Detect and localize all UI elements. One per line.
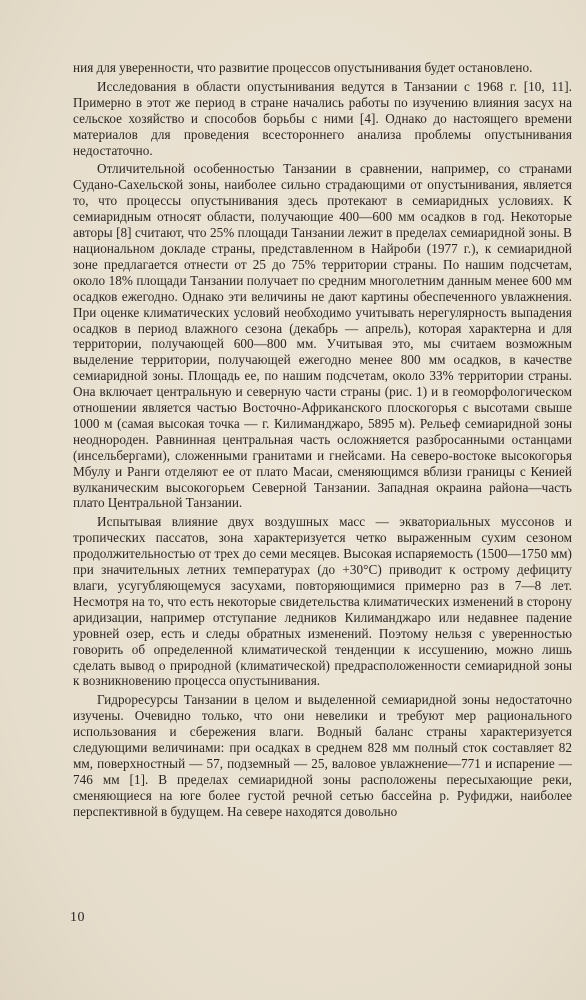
paragraph-climate: Испытывая влияние двух воздушных масс — экваториальных муссонов и тропических пассатов, зона характеризуется четко выраженным сухим сезоном продолжительностью от трех до семи месяцев. Высокая испаряемость (1500—1750 мм) при значительных летних температурах (до +30°С) приводит к острому дефициту влаги, усугубляющемуся засухами, повторяющимися примерно раз в 7—8 лет. Несмотря на то, что есть некоторые свидетельства климатических изменений в сторону аридизации, например отступание ледников Килиманджаро или недавнее падение уровней озер, есть и следы обратных изменений. Поэтому нельзя с уверенностью говорить об определенной климатической тенденции к иссушению, можно лишь сделать вывод о природной (климатической) предрасположенности семиаридной зоны к возникновению процесса опустынивания. <box>73 514 572 689</box>
text-column <box>73 60 572 820</box>
page-number: 10 <box>70 910 85 925</box>
paragraph-research-history: Исследования в области опустынивания ведутся в Танзании с 1968 г. [10, 11]. Примерно в этот же период в стране начались работы по изучению влияния засух на сельское хозяйство и способов борьбы с ними [4]. Однако до настоящего времени материалов для проведения всестороннего анализа проблемы опустынивания недостаточно. <box>73 78 572 158</box>
paragraph-water-resources: Гидроресурсы Танзании в целом и выделенной семиаридной зоны недостаточно изучены. Очевидно только, что они невелики и требуют мер рационального использования и сбережения влаги. Водный баланс страны характеризуется следующими величинами: при осадках в среднем 828 мм полный сток составляет 82 мм, поверхностный — 57, подземный — 25, валовое увлажнение—771 и испарение — 746 мм [1]. В пределах семиаридной зоны расположены пересыхающие реки, сменяющиеся на юге более густой речной сетью бассейна р. Руфиджи, наиболее перспективной в будущем. На севере находятся довольно <box>73 692 572 819</box>
paragraph-continuation: ния для уверенности, что развитие процессов опустынивания будет остановлено. <box>73 60 533 75</box>
paragraph-semiarid-zone: Отличительной особенностью Танзании в сравнении, например, со странами Судано-Сахельской зоны, наиболее сильно страдающими от опустынивания, является то, что процессы опустынивания здесь протекают в семиаридных условиях. К семиаридным относят области, получающие 400—600 мм осадков в год. Некоторые авторы [8] считают, что 25% площади Танзании лежит в пределах семиаридной зоны. В национальном докладе страны, представленном в Найроби (1977 г.), к семиаридной зоне предлагается отнести от 25 до 75% территории страны. По нашим подсчетам, около 18% площади Танзании получает по средним многолетним данным менее 600 мм осадков ежегодно. Однако эти величины не дают картины обеспеченного увлажнения. При оценке климатических условий необходимо учитывать нерегулярность выпадения осадков в период влажного сезона (декабрь — апрель), которая характерна и для территории, получающей 600—800 мм. Учитывая это, мы считаем возможным выделение территории, получающей ежегодно менее 800 мм осадков, в качестве семиаридной зоны. Площадь ее, по нашим подсчетам, около 33% территории страны. Она включает центральную и северную части страны (рис. 1) и в геоморфологическом отношении является частью Восточно-Африканского плоскогорья с высотами свыше 1000 м (самая высокая точка — г. Килиманджаро, 5895 м). Рельеф семиаридной зоны неоднороден. Равнинная центральная часть осложняется разбросанными останцами (инсельбергами), сложенными гранитами и гнейсами. На северо-востоке высокогорья Мбулу и Ранги отделяют ее от плато Масаи, сменяющимся вблизи границы с Кенией вулканическим высокогорьем Северной Танзании. Западная окраина района—часть плато Центральной Танзании. <box>73 161 572 511</box>
